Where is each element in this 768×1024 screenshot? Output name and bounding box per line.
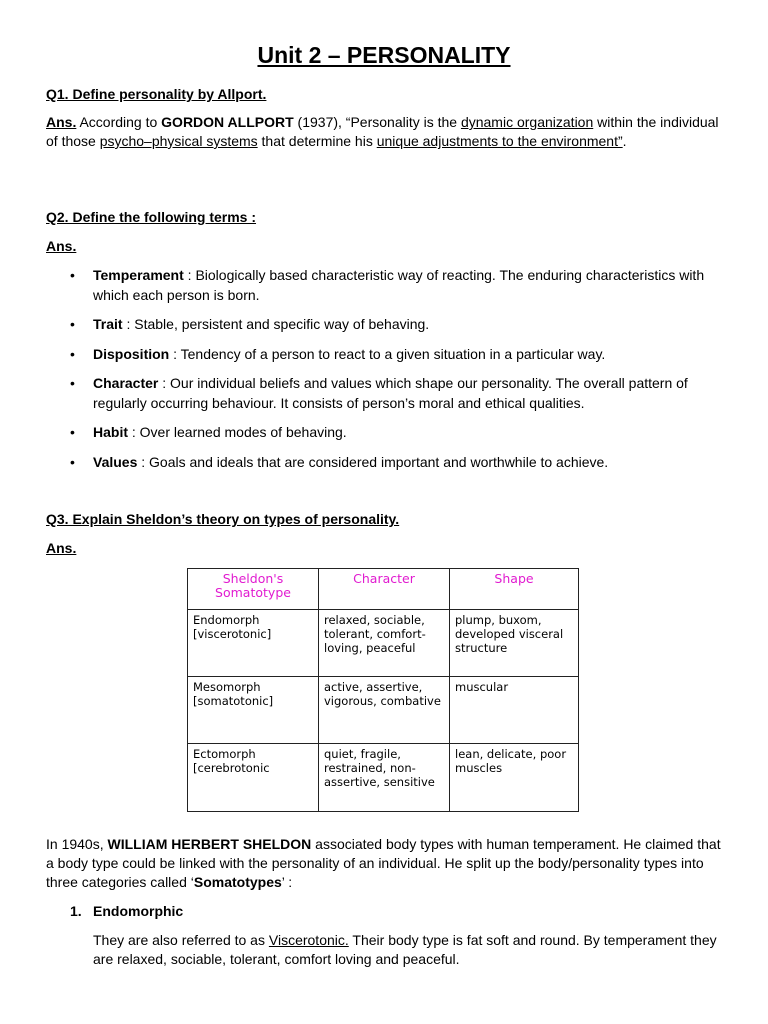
term-name: Trait — [93, 316, 123, 332]
text-segment: According to — [76, 114, 162, 130]
question-2: Q2. Define the following terms : — [46, 209, 257, 225]
bullet: • — [70, 346, 75, 362]
text-segment: within the individual of those — [46, 114, 719, 149]
term-definition: : Biologically based characteristic way of reacting. The enduring characteristics with which each person is born. — [93, 267, 705, 303]
underlined-term: dynamic organization — [460, 114, 594, 130]
table-cell: active, assertive, vigorous, combative — [319, 677, 450, 744]
text-segment: They are also referred to as — [93, 932, 269, 948]
table-header-row — [188, 569, 579, 610]
underlined-term: psycho–physical systems — [99, 133, 258, 149]
table-cell: muscular — [450, 677, 579, 744]
term-definition: : Over learned modes of behaving. — [128, 424, 347, 440]
table-row — [188, 677, 579, 744]
sheldon-name: WILLIAM HERBERT SHELDON — [107, 836, 312, 852]
text-segment: . — [622, 133, 627, 149]
term-definition: : Goals and ideals that are considered important and worthwhile to achieve. — [137, 454, 609, 470]
table-cell: relaxed, sociable, tolerant, comfort-loving, peaceful — [319, 610, 450, 677]
bullet: • — [70, 316, 75, 332]
question-1: Q1. Define personality by Allport. — [46, 86, 267, 102]
term-definition: : Stable, persistent and specific way of behaving. — [122, 316, 430, 332]
table-cell: Endomorph [viscerotonic] — [188, 610, 319, 677]
text-segment: Their body type is fat soft and round. By temperament they are relaxed, sociable, tolerant, comfort loving and peaceful. — [93, 932, 717, 967]
table-header: Shape — [450, 569, 579, 610]
text-segment: In 1940s, — [46, 836, 108, 852]
table-cell: Ectomorph [cerebrotonic — [188, 744, 319, 812]
table-cell: quiet, fragile, restrained, non-assertive, sensitive — [319, 744, 450, 812]
author-name: GORDON ALLPORT — [161, 114, 294, 130]
term-name: Disposition — [93, 346, 170, 362]
underlined-term: Viscerotonic. — [268, 932, 349, 948]
bullet: • — [70, 267, 75, 283]
underlined-term: unique adjustments to the environment” — [376, 133, 623, 149]
term-definition: : Tendency of a person to react to a given situation in a particular way. — [169, 346, 606, 362]
page-title: Unit 2 – PERSONALITY — [257, 42, 511, 68]
term-name: Temperament — [93, 267, 184, 283]
bullet: • — [70, 375, 75, 391]
bullet: • — [70, 454, 75, 470]
table-cell: plump, buxom, developed visceral structure — [450, 610, 579, 677]
answer-1-paragraph — [46, 113, 726, 151]
text-segment: ’ : — [281, 874, 293, 890]
sheldon-paragraph — [46, 835, 726, 892]
text-segment: associated body types with human temperament. He claimed that a body type could be linked with the personality of an individual. He split up the body/personality types into three categories called ‘ — [46, 836, 721, 890]
term-name: Habit — [93, 424, 128, 440]
item-heading: Endomorphic — [93, 903, 184, 919]
text-segment: that determine his — [257, 133, 377, 149]
table-row — [188, 610, 579, 677]
bullet: • — [70, 424, 75, 440]
table-cell: lean, delicate, poor muscles — [450, 744, 579, 812]
table-header: Sheldon's Somatotype — [188, 569, 319, 610]
answer-label: Ans. — [46, 114, 77, 130]
table-header: Character — [319, 569, 450, 610]
answer-2-label: Ans. — [46, 238, 77, 254]
term-name: Character — [93, 375, 159, 391]
somatotypes-term: Somatotypes — [193, 874, 282, 890]
numbered-item-endomorphic — [70, 903, 183, 919]
endomorphic-paragraph — [93, 931, 733, 969]
term-name: Values — [93, 454, 138, 470]
term-definition: : Our individual beliefs and values which shape our personality. The overall pattern of regularly occurring behaviour. It consists of person’s moral and ethical qualities. — [93, 375, 688, 411]
answer-3-label: Ans. — [46, 540, 77, 556]
question-3: Q3. Explain Sheldon’s theory on types of personality. — [46, 511, 400, 527]
table-row — [188, 744, 579, 812]
text-segment: (1937), “Personality is the — [293, 114, 461, 130]
table-cell: Mesomorph [somatotonic] — [188, 677, 319, 744]
somatotype-table — [187, 568, 579, 812]
item-number: 1. — [70, 903, 82, 919]
